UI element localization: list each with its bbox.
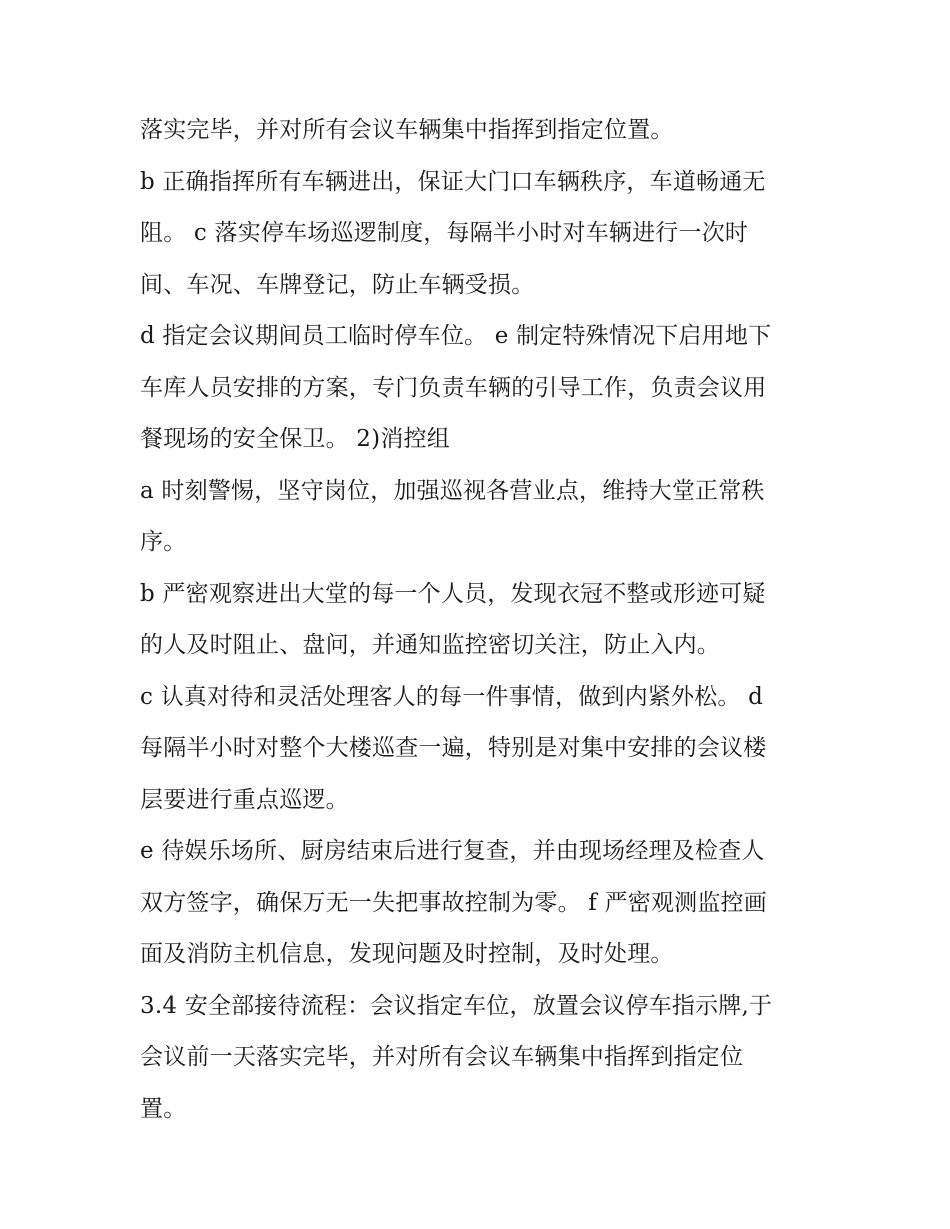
text-line: c 认真对待和灵活处理客人的每一件事情，做到内紧外松。 d <box>140 683 764 710</box>
text-line: 的人及时阻止、盘问，并通知监控密切关注，防止入内。 <box>140 632 720 658</box>
text-line: 车库人员安排的方案，专门负责车辆的引导工作，负责会议用 <box>140 374 767 401</box>
text-line: 阻。 c 落实停车场巡逻制度，每隔半小时对车辆进行一次时 <box>140 220 749 246</box>
text-line: e 待娱乐场所、厨房结束后进行复查，并由现场经理及检查人 <box>140 838 765 864</box>
text-line: 落实完毕，并对所有会议车辆集中指挥到指定位置。 <box>140 117 674 143</box>
text-line: 间、车况、车牌登记，防止车辆受损。 <box>140 271 535 298</box>
text-line: b 严密观察进出大堂的每一个人员，发现衣冠不整或形迹可疑 <box>140 580 766 607</box>
text-line: d 指定会议期间员工临时停车位。 e 制定特殊情况下启用地下 <box>140 323 772 349</box>
text-line: 3.4 安全部接待流程：会议指定车位，放置会议停车指示牌,于 <box>140 992 773 1019</box>
text-line: a 时刻警惕，坚守岗位，加强巡视各营业点，维持大堂正常秩 <box>140 477 765 504</box>
text-line: 序。 <box>140 529 187 555</box>
text-line: 餐现场的安全保卫。 2)消控组 <box>140 426 450 452</box>
text-line: 置。 <box>140 1095 187 1122</box>
text-line: 双方签字，确保万无一失把事故控制为零。 f 严密观测监控画 <box>140 889 767 916</box>
text-line: 每隔半小时对整个大楼巡查一遍，特别是对集中安排的会议楼 <box>140 735 767 761</box>
text-line: 层要进行重点巡逻。 <box>140 786 349 813</box>
text-line: 会议前一天落实完毕，并对所有会议车辆集中指挥到指定位 <box>140 1044 744 1070</box>
text-line: b 正确指挥所有车辆进出，保证大门口车辆秩序，车道畅通无 <box>140 168 766 195</box>
document-body <box>140 105 815 1135</box>
text-line: 面及消防主机信息，发现问题及时控制，及时处理。 <box>140 941 674 967</box>
